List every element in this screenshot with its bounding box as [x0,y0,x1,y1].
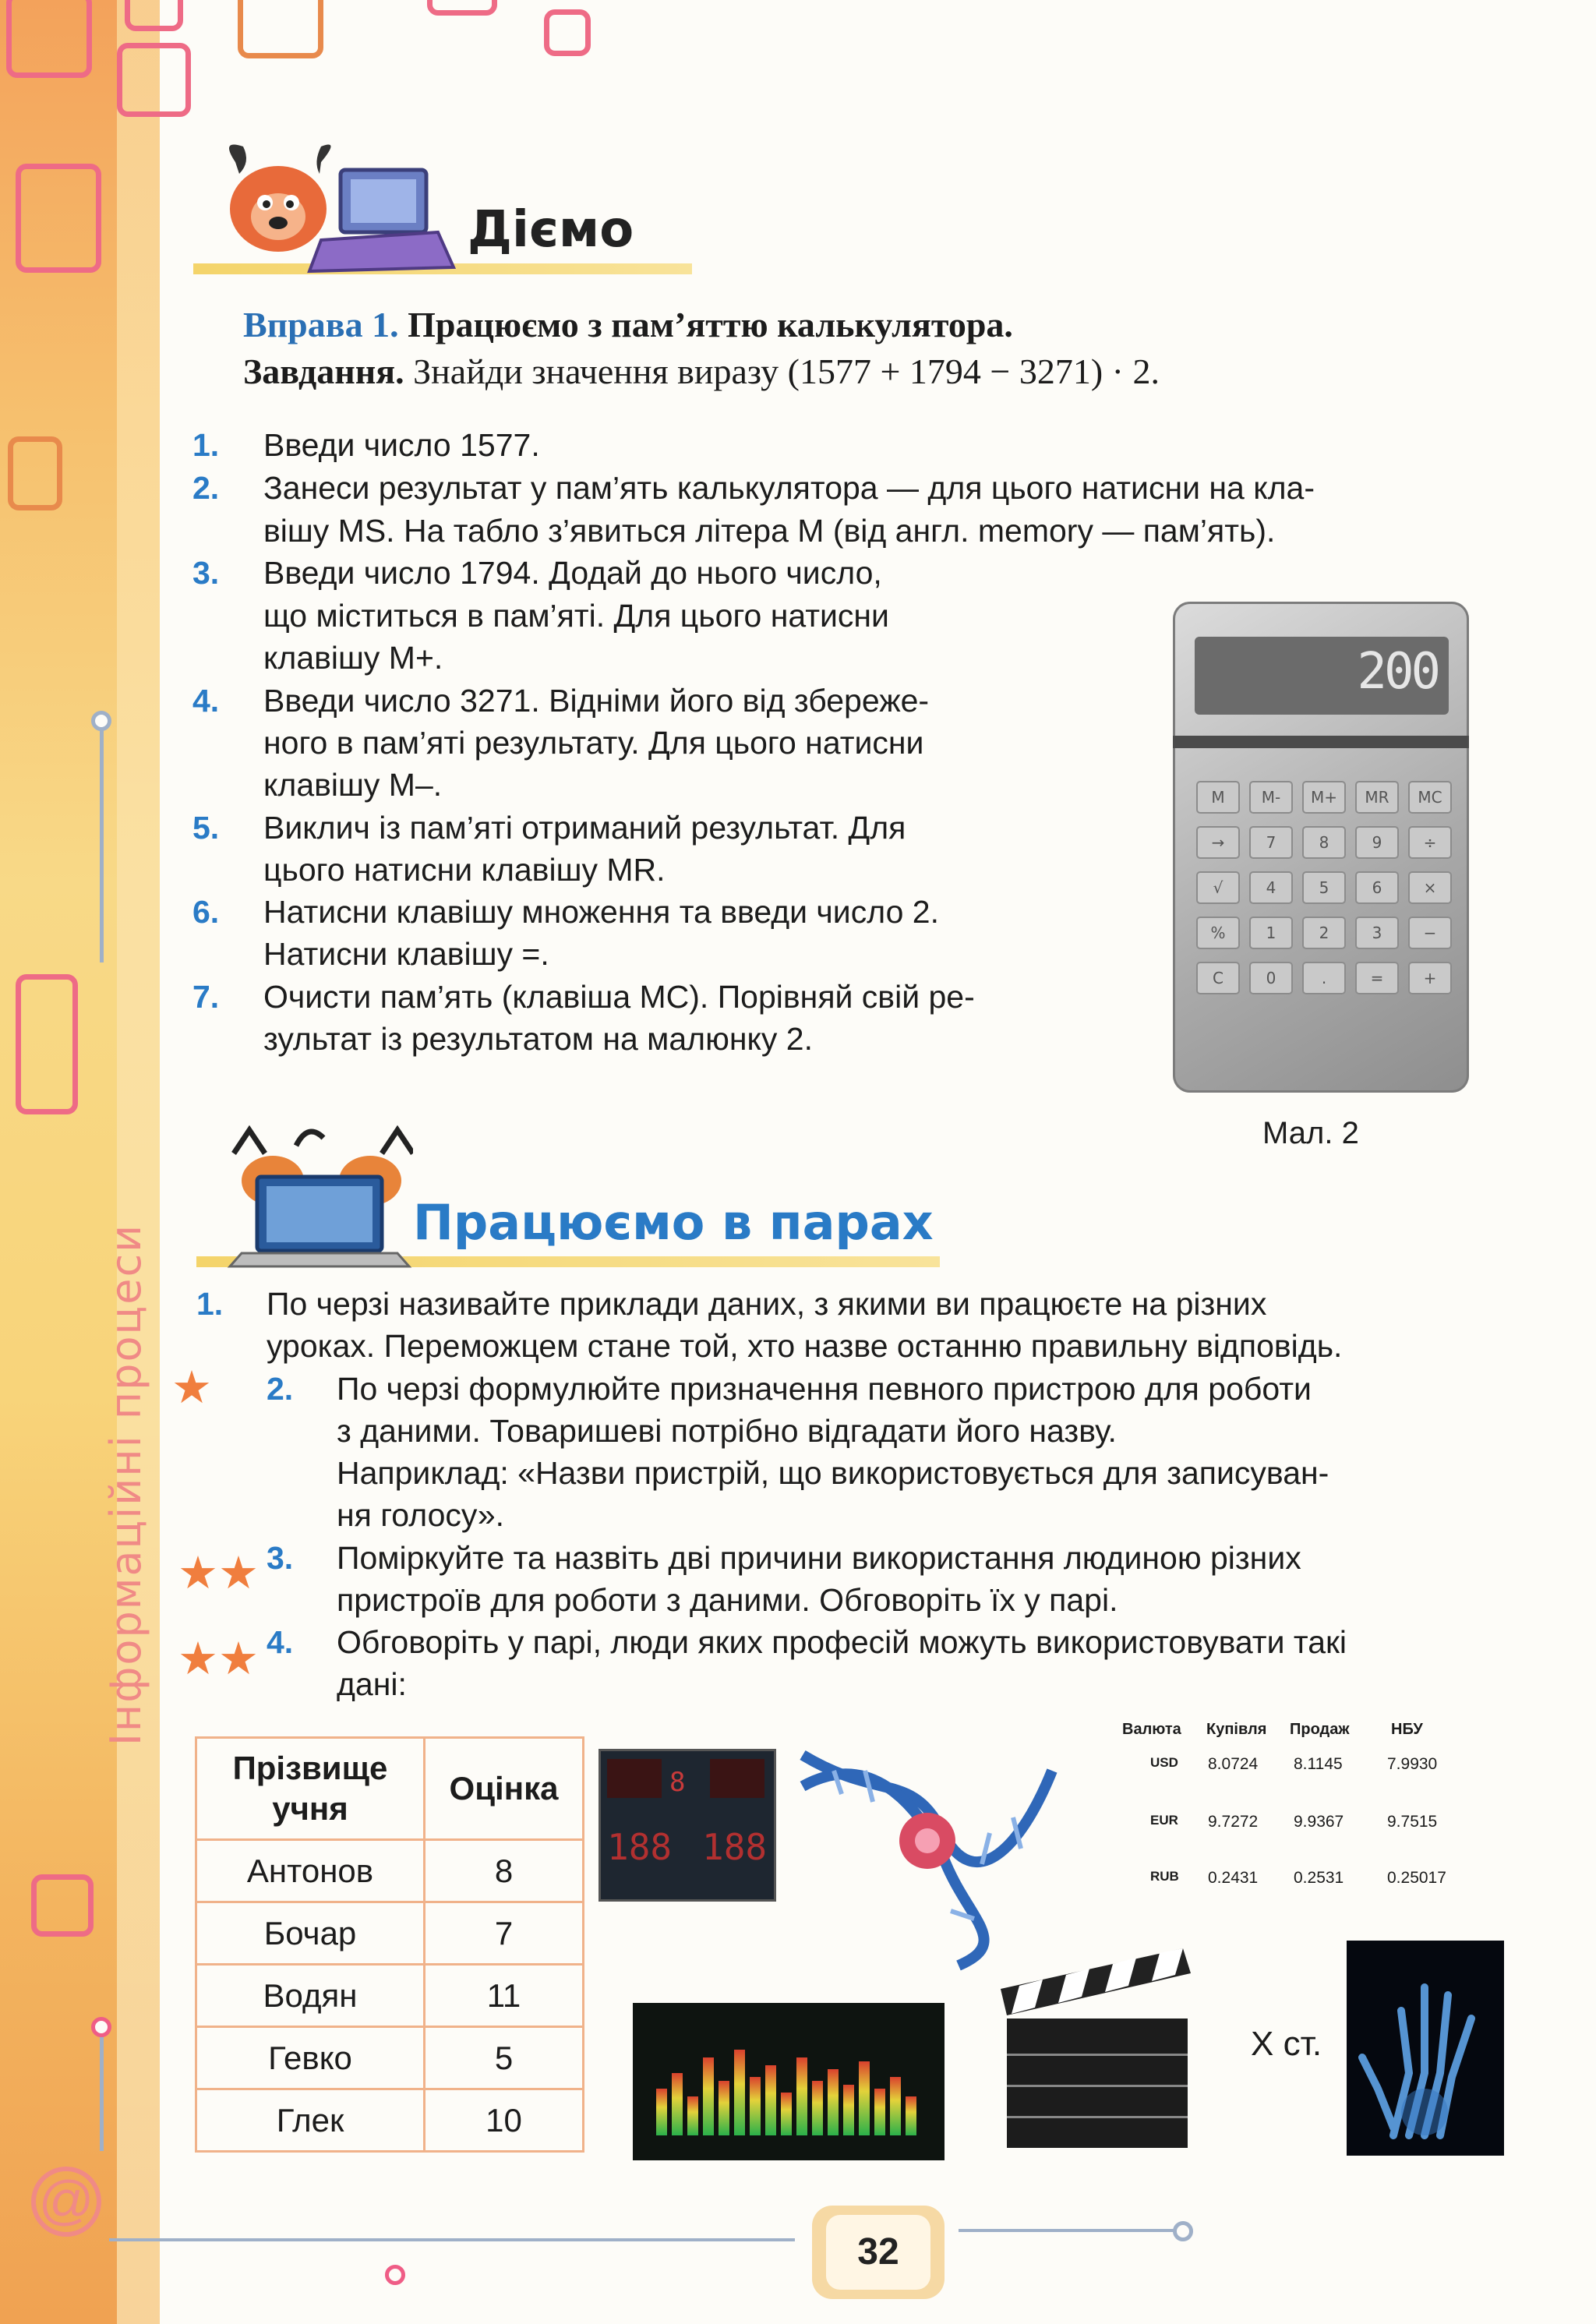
calculator-key: 4 [1249,871,1293,904]
table-row [196,1965,584,2027]
calculator-key: 3 [1355,917,1399,949]
decor-square-icon [16,974,78,1114]
table-cell: Гевко [196,2027,425,2089]
decor-square-icon [427,0,497,16]
circuit-line [109,2238,795,2241]
hand-bones-icon [1347,1941,1504,2156]
calculator-key: 6 [1355,871,1399,904]
pairs-item-number: 1. [196,1286,224,1322]
pairs-item-line: По черзі формулюйте призначення певного пристрою для роботи [337,1371,1312,1407]
page-number: 32 [826,2215,930,2290]
table-cell: 8 [425,1840,584,1902]
scoreboard-home: 188 [607,1826,673,1868]
exercise-label: Вправа 1. [243,305,399,344]
calculator-key: 8 [1302,826,1346,859]
table-cell: 11 [425,1965,584,2027]
currency-value: 0.2431 [1208,1869,1259,1887]
table-row [196,1840,584,1902]
step-line: Очисти пам’ять (клавіша MC). Порівняй свій ре- [263,979,975,1015]
currency-code: USD [1150,1755,1178,1770]
currency-value: 7.9930 [1387,1755,1438,1773]
step-line: клавішу M–. [263,767,443,803]
exercise-task [243,351,1160,392]
currency-value: 9.7272 [1208,1813,1259,1831]
table-row [196,1902,584,1965]
scoreboard-image [598,1749,776,1902]
pairs-item-line: уроках. Переможцем стане той, хто назве останню правильну відповідь. [267,1328,1343,1364]
calculator-key: M+ [1302,781,1346,814]
currency-header: Купівля [1206,1721,1267,1738]
calculator-caption: Мал. 2 [1262,1116,1359,1150]
currency-header: Валюта [1122,1721,1181,1738]
step-line: зультат із результатом на малюнку 2. [263,1021,813,1057]
clapperboard-image [996,1941,1192,2151]
currency-value: 0.25017 [1387,1869,1446,1887]
dogs-laptop-icon [226,1122,413,1270]
calculator-key: + [1408,962,1452,994]
calculator-key: MC [1408,781,1452,814]
step-line: Натисни клавішу =. [263,936,549,972]
step-line: вішу MS. На табло з’явиться літера М (від англ. memory — пам’ять). [263,513,1276,549]
calculator-key: M [1196,781,1240,814]
calculator-key: MR [1355,781,1399,814]
decor-square-icon [125,0,183,31]
calculator-key: √ [1196,871,1240,904]
step-number: 4. [192,683,220,719]
calculator-key: M- [1249,781,1293,814]
scoreboard-panel [607,1759,662,1798]
table-cell: 10 [425,2089,584,2152]
table-cell: Антонов [196,1840,425,1902]
pairs-item-line: ня голосу». [337,1497,505,1533]
calculator-key: 9 [1355,826,1399,859]
calculator-key: . [1302,962,1346,994]
equalizer-bars-icon [633,2003,945,2160]
currency-value: 0.2531 [1294,1869,1344,1887]
currency-value: 9.7515 [1387,1813,1438,1831]
dog-laptop-icon [204,131,461,279]
calculator-key: C [1196,962,1240,994]
table-header-cell: Оцінка [425,1738,584,1840]
calculator-key: = [1355,962,1399,994]
step-line: що міститься в пам’яті. Для цього натисни [263,598,889,634]
calculator-key: 2 [1302,917,1346,949]
step-line: Введи число 3271. Відніми його від збереже- [263,683,930,719]
step-line: ного в пам’яті результату. Для цього натисни [263,725,924,761]
step-number: 5. [192,810,220,846]
calculator-image [1173,602,1469,1093]
currency-value: 8.1145 [1294,1755,1343,1773]
table-cell: 7 [425,1902,584,1965]
currency-value: 8.0724 [1208,1755,1259,1773]
table-row [196,2089,584,2152]
decor-square-icon [544,9,591,56]
calculator-key: 1 [1249,917,1293,949]
step-line: Натисни клавішу множення та введи число 2. [263,894,939,930]
side-label: Інформаційні процеси [101,1223,150,1746]
task-text: Знайди значення виразу (1577 + 1794 − 3271) · 2. [413,351,1160,391]
dna-image [787,1739,1068,1973]
decor-square-icon [31,1874,94,1937]
decor-square-icon [6,0,92,78]
pairs-item-line: По черзі називайте приклади даних, з якими ви працюєте на різних [267,1286,1267,1322]
scoreboard-panel [710,1759,764,1798]
star-rating-icon: ★★ [178,1634,259,1684]
table-cell: Водян [196,1965,425,2027]
exercise-heading [243,304,1013,345]
step-line: Введи число 1794. Додай до нього число, [263,555,882,591]
table-cell: Глек [196,2089,425,2152]
diemo-title: Діємо [468,201,634,259]
currency-header: НБУ [1391,1721,1423,1738]
pairs-item-line: з даними. Товаришеві потрібно відгадати його назву. [337,1413,1117,1449]
step-line: клавішу M+. [263,640,443,676]
calculator-key: % [1196,917,1240,949]
pairs-item-line: Поміркуйте та назвіть дві причини використання людиною різних [337,1540,1301,1576]
step-line: Виклич із пам’яті отриманий результат. Для [263,810,906,846]
calculator-key: 0 [1249,962,1293,994]
circuit-node-icon [385,2265,405,2285]
at-sign-icon: @ [31,2167,101,2237]
currency-value: 9.9367 [1294,1813,1344,1831]
pairs-item-line: пристроїв для роботи з даними. Обговоріть їх у парі. [337,1582,1118,1618]
calculator-key: − [1408,917,1452,949]
circuit-line [100,729,104,962]
currency-code: RUB [1150,1869,1179,1884]
calculator-key: 7 [1249,826,1293,859]
decor-square-icon [16,164,101,273]
pairs-item-number: 4. [267,1624,294,1660]
pairs-item-line: Наприклад: «Назви пристрій, що використовується для записуван- [337,1455,1329,1491]
grades-table [195,1736,584,2153]
star-rating-icon: ★★ [178,1548,259,1598]
currency-table-image [1114,1721,1488,1916]
calculator-key: ÷ [1408,826,1452,859]
xray-caption: Х ст. [1251,2025,1322,2063]
table-header-cell: Прізвище учня [196,1738,425,1840]
circuit-node-icon [91,2017,111,2037]
pairs-item-line: дані: [337,1666,407,1702]
circuit-line [100,2026,104,2151]
step-line: Занеси результат у пам’ять калькулятора — для цього натисни на кла- [263,470,1315,506]
xray-hand-image [1347,1941,1504,2156]
calculator-digits: 200 [1357,643,1438,701]
exercise-heading-text: Працюємо з пам’яттю калькулятора. [408,305,1013,344]
task-label: Завдання. [243,351,404,391]
calculator-display [1195,637,1449,715]
step-number: 6. [192,894,220,930]
equalizer-image [633,2003,945,2160]
pairs-item-number: 3. [267,1540,294,1576]
calculator-key: → [1196,826,1240,859]
decor-square-icon [117,43,191,117]
scoreboard-middle: 8 [669,1767,686,1798]
step-number: 7. [192,979,220,1015]
scoreboard-away: 188 [702,1826,768,1868]
table-header-row [196,1738,584,1840]
step-number: 2. [192,470,220,506]
circuit-node-icon [91,711,111,731]
table-cell: 5 [425,2027,584,2089]
left-stripe-highlight [117,0,160,2324]
table-row [196,2027,584,2089]
step-number: 3. [192,555,220,591]
star-rating-icon: ★ [171,1362,212,1413]
circuit-line [959,2229,1185,2232]
step-line: Введи число 1577. [263,427,540,463]
currency-header: Продаж [1290,1721,1350,1738]
calculator-key: 5 [1302,871,1346,904]
step-number: 1. [192,427,220,463]
currency-code: EUR [1150,1813,1178,1828]
decor-square-icon [238,0,323,58]
pairs-item-number: 2. [267,1371,294,1407]
circuit-node-icon [1173,2221,1193,2241]
pairs-item-line: Обговоріть у парі, люди яких професій можуть використовувати такі [337,1624,1347,1660]
pairs-title: Працюємо в парах [413,1194,934,1251]
decor-square-icon [8,436,62,510]
table-cell: Бочар [196,1902,425,1965]
calculator-key: × [1408,871,1452,904]
calculator-band [1173,736,1469,748]
step-line: цього натисни клавішу MR. [263,852,666,888]
